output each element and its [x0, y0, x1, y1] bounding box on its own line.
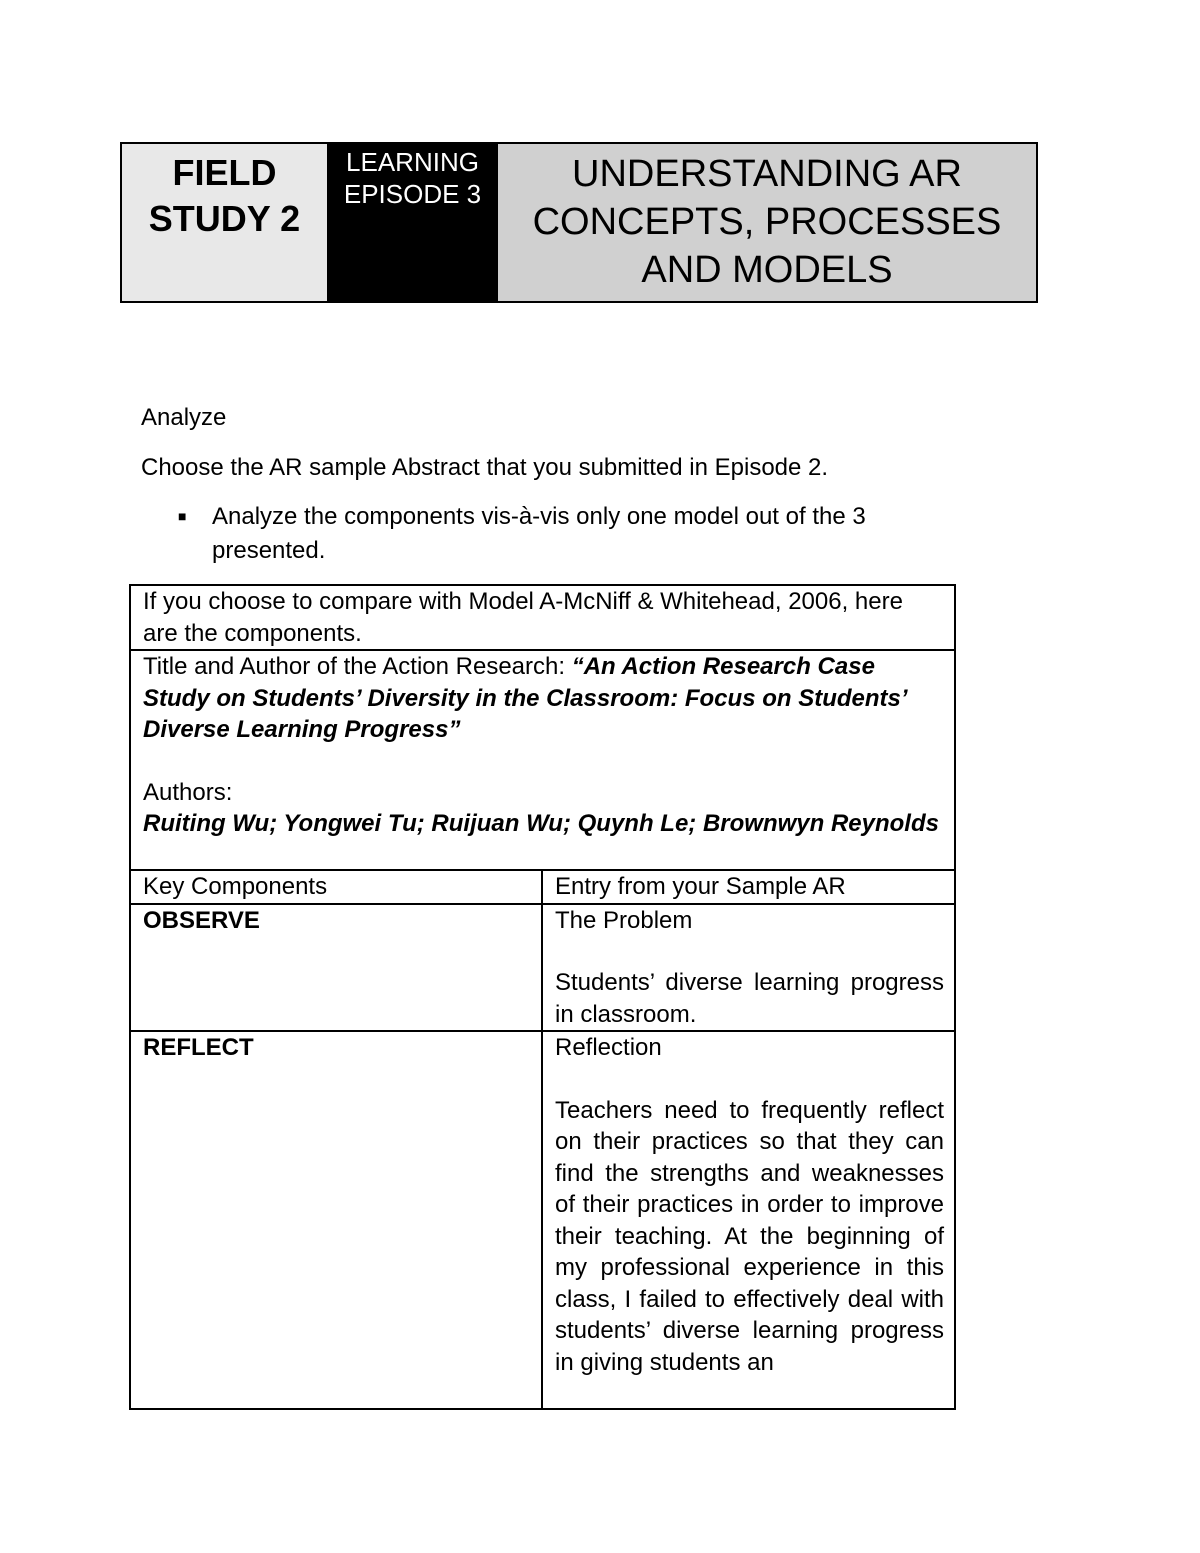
component-cell: OBSERVE — [130, 904, 542, 1032]
research-title: “An Action Research Case Study on Students’ Diversity in the Classroom: Focus on Students’ Diverse Learning Progress” — [143, 653, 907, 743]
entry-cell — [542, 904, 955, 1032]
square-bullet-icon: ■ — [178, 508, 187, 524]
table-row — [130, 1031, 955, 1409]
entry-text: Students’ diverse learning progress in classroom. — [555, 969, 944, 1028]
model-note: If you choose to compare with Model A-McNiff & Whitehead, 2006, here are the components. — [130, 585, 955, 650]
episode-header — [120, 142, 1038, 303]
table-row — [130, 650, 955, 870]
table-row — [130, 585, 955, 650]
entry-text: Teachers need to frequently reflect on their practices so that they can find the strengths and weaknesses of their practices in order to improve their teaching. At the beginning of my professional experience in this class, I failed to effectively deal with students’ diverse learning progress in giving students an — [555, 1096, 944, 1376]
authors-label: Authors: — [143, 778, 233, 806]
episode-label: LEARNING EPISODE 3 — [328, 144, 497, 301]
component-cell: REFLECT — [130, 1031, 542, 1409]
bullet-text: Analyze the components vis-à-vis only one model out of the 3 presented. — [212, 503, 866, 564]
entry-title: Reflection — [555, 1034, 662, 1061]
table-row — [130, 904, 955, 1032]
table-header-row — [130, 870, 955, 904]
instruction-text: Choose the AR sample Abstract that you submitted in Episode 2. — [141, 454, 829, 481]
entry-cell — [542, 1031, 955, 1409]
section-heading: Analyze — [141, 404, 227, 431]
analysis-table — [129, 584, 956, 1410]
column-header: Key Components — [130, 870, 542, 904]
title-label: Title and Author of the Action Research: — [143, 653, 572, 680]
episode-title: UNDERSTANDING AR CONCEPTS, PROCESSES AND MODELS — [497, 144, 1036, 301]
column-header: Entry from your Sample AR — [542, 870, 955, 904]
authors-value: Ruiting Wu; Yongwei Tu; Ruijuan Wu; Quynh Le; Brownwyn Reynolds — [143, 810, 939, 837]
title-author-cell — [130, 650, 955, 870]
entry-title: The Problem — [555, 906, 693, 934]
course-label: FIELD STUDY 2 — [122, 144, 328, 301]
